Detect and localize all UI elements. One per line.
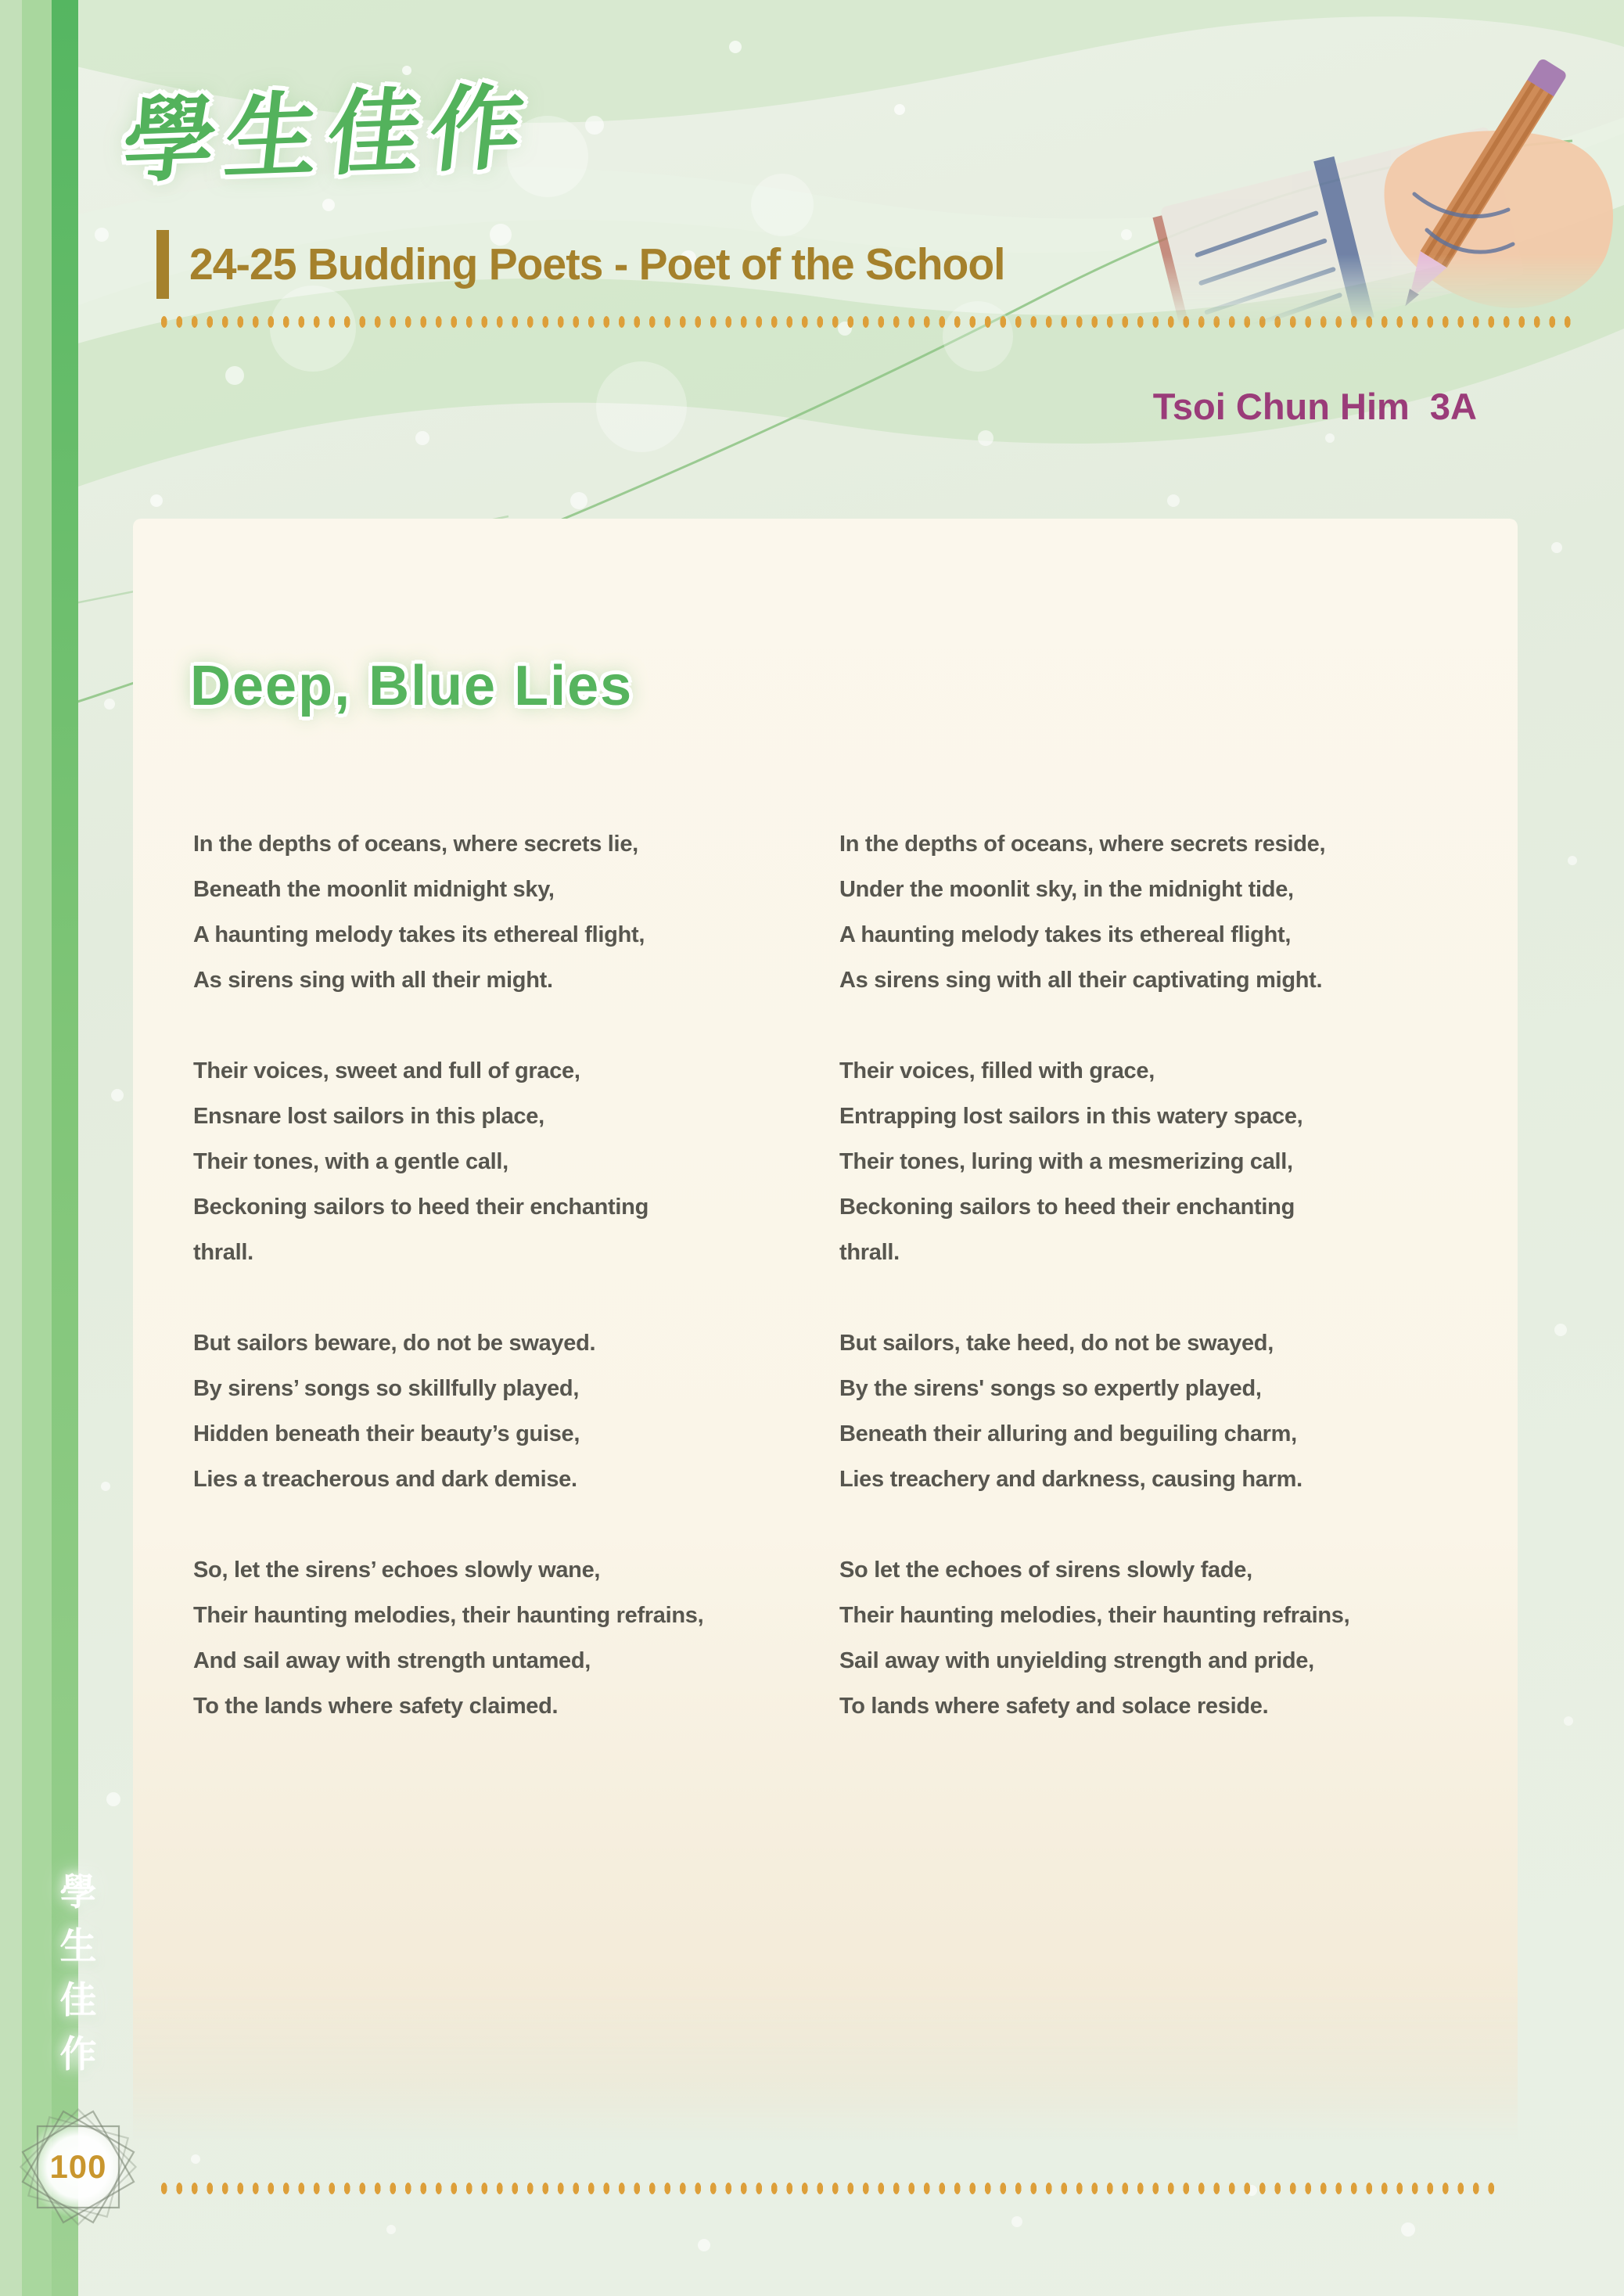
poem-line: Beneath the moonlit midnight sky,: [193, 877, 555, 902]
poem-line: Beckoning sailors to heed their enchanting: [839, 1195, 1295, 1220]
poem-stanza: [839, 1547, 1481, 1729]
sidebar-vertical-char: 學: [59, 1871, 97, 1913]
poem-stanza: [839, 1048, 1481, 1275]
poem-line: Their voices, filled with grace,: [839, 1058, 1155, 1083]
poem-line: In the depths of oceans, where secrets reside,: [839, 832, 1326, 857]
poem-line: Sail away with unyielding strength and pride,: [839, 1648, 1314, 1673]
poem-stanza: [193, 1048, 796, 1275]
poem-line: But sailors beware, do not be swayed.: [193, 1331, 596, 1356]
section-heading-cjk: 學生佳作: [117, 76, 538, 194]
sidebar-vertical-char: 作: [59, 2033, 97, 2075]
poem-line: Entrapping lost sailors in this watery space,: [839, 1104, 1303, 1129]
poem-stanza: [839, 821, 1481, 1003]
poem-line: thrall.: [839, 1240, 900, 1265]
poem-line: Their haunting melodies, their haunting refrains,: [839, 1603, 1350, 1628]
poem-title: Deep, Blue Lies: [190, 655, 634, 717]
poem-line: Ensnare lost sailors in this place,: [193, 1104, 544, 1129]
poem-line: To lands where safety and solace reside.: [839, 1694, 1269, 1719]
poem-stanza: [193, 1547, 796, 1729]
poem-line: Hidden beneath their beauty’s guise,: [193, 1421, 580, 1446]
poem-line: Their tones, luring with a mesmerizing call,: [839, 1149, 1293, 1174]
page-number: 100: [49, 2148, 107, 2185]
sidebar-vertical-title: [55, 1865, 102, 2081]
poem-line: And sail away with strength untamed,: [193, 1648, 591, 1673]
poem-line: So, let the sirens’ echoes slowly wane,: [193, 1558, 601, 1583]
poem-line: Their haunting melodies, their haunting refrains,: [193, 1603, 704, 1628]
poem-line: In the depths of oceans, where secrets lie,: [193, 832, 638, 857]
poem-line: To the lands where safety claimed.: [193, 1694, 559, 1719]
poem-stanza: [193, 1320, 796, 1502]
poem-line: thrall.: [193, 1240, 253, 1265]
sidebar-stripe-medium: [22, 0, 52, 2296]
poem-line: As sirens sing with all their might.: [193, 968, 553, 993]
dotted-separator-bottom: [156, 2182, 1499, 2195]
poem-line: Beneath their alluring and beguiling charm,: [839, 1421, 1297, 1446]
poem-line: Beckoning sailors to heed their enchanting: [193, 1195, 649, 1220]
section-title-row: [156, 230, 1030, 299]
title-accent-bar: [156, 230, 169, 299]
poem-stanza: [193, 821, 796, 1003]
poem-line: So let the echoes of sirens slowly fade,: [839, 1558, 1252, 1583]
poem-line: By the sirens' songs so expertly played,: [839, 1376, 1262, 1401]
sidebar-vertical-char: 佳: [59, 1979, 97, 2021]
poem-line: A haunting melody takes its ethereal flight,: [193, 922, 645, 947]
poem-line: But sailors, take heed, do not be swayed,: [839, 1331, 1274, 1356]
poem-line: By sirens’ songs so skillfully played,: [193, 1376, 580, 1401]
poem-line: Lies a treacherous and dark demise.: [193, 1467, 577, 1492]
poem-stanza: [839, 1320, 1481, 1502]
poem-line: As sirens sing with all their captivating might.: [839, 968, 1323, 993]
poem-column-right: [839, 821, 1481, 1774]
poem-line: Under the moonlit sky, in the midnight tide,: [839, 877, 1294, 902]
poem-line: Lies treachery and darkness, causing harm.: [839, 1467, 1302, 1492]
writing-hand-illustration: [1061, 49, 1624, 327]
sidebar-stripe-light: [0, 0, 22, 2296]
poem-line: Their tones, with a gentle call,: [193, 1149, 508, 1174]
poem-column-left: [193, 821, 796, 1774]
page-number-badge: [11, 2100, 146, 2234]
poem-line: Their voices, sweet and full of grace,: [193, 1058, 580, 1083]
author-name: Tsoi Chun Him 3A: [1152, 386, 1477, 427]
section-title: 24-25 Budding Poets - Poet of the School: [189, 239, 1005, 289]
sidebar-vertical-char: 生: [59, 1925, 97, 1967]
poem-line: A haunting melody takes its ethereal flight,: [839, 922, 1292, 947]
